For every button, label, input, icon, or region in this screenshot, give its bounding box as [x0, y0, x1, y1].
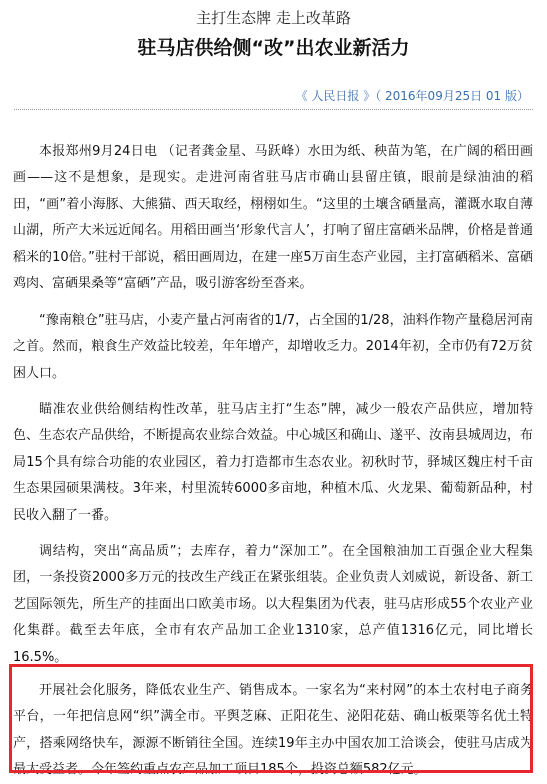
publication-date: （ 2016年09月25日 01 版） [375, 89, 529, 103]
source-line [296, 88, 529, 104]
paragraph-5: 开展社会化服务，降低农业生产、销售成本。一家名为“来村网”的本土农村电子商务平台，一年把信息网“织”满全市。平舆芝麻、正阳花生、泌阳花菇、确山板栗等名优土特产，搭乘网络快车，源源不断销往全国。连续19年主办中国农加工洽谈会，使驻马店成为最大受益者。今年签约重点农产品加工项目185个，投资总额582亿元。 [13, 683, 533, 778]
paragraph-3: 瞄准农业供给侧结构性改革，驻马店主打“生态”牌，减少一般农产品供应，增加特色、生态农产品供给，不断提高农业综合效益。中心城区和确山、遂平、汝南县城周边，布局15个具有综合功能的农业园区，着力打造都市生态农业。初秋时节，驿城区魏庄村千亩生态果园硕果满枝。3年来，村里流转6000多亩地，种植木瓜、火龙果、葡萄新品种，村民收入翻了一番。 [13, 402, 534, 523]
article-title: 驻马店供给侧“改”出农业新活力 [137, 37, 410, 59]
article-subtitle: 主打生态牌 走上改革路 [196, 9, 351, 27]
paragraph-1: 本报郑州9月24日电 （记者龚金星、马跃峰）水田为纸、秧苗为笔，在广阔的稻田画画——这不是想象，是现实。走进河南省驻马店市确山县留庄镇，眼前是绿油油的稻田，“画”着小海豚、大熊猫、西天取经，栩栩如生。“这里的土壤含硒量高，灌溉水取自薄山湖，所产大米远近闻名。用稻田画当‘形象代言人’，打响了留庄富硒米品牌，价格是普通稻米的10倍。”驻村干部说，稻田画周边，在建一座5万亩生态产业园，主打富硒稻米、富硒鸡肉、富硒果桑等“富硒”产品，吸引游客纷至沓来。 [13, 144, 533, 292]
highlight-box [9, 664, 533, 773]
divider [14, 109, 533, 110]
paragraph-4: 调结构，突出“高品质”；去库存，着力“深加工”。在全国粮油加工百强企业大程集团，一条投资2000多万元的技改生产线正在紧张组装。企业负责人刘威说，新设备、新工艺国际领先，所生产的挂面出口欧美市场。以大程集团为代表，驻马店形成55个农业产业化集群。截至去年底，全市有农产品加工企业1310家，总产值1316亿元，同比增长16.5%。 [13, 544, 533, 665]
publication-link[interactable]: 《 人民日报 》 [295, 89, 376, 103]
paragraph-2: “豫南粮仓”驻马店，小麦产量占河南省的1/7，占全国的1/28，油料作物产量稳居河南之首。然而，粮食生产效益比较差，年年增产，却增收乏力。2014年初，全市仍有72万贫困人口。 [13, 313, 533, 381]
